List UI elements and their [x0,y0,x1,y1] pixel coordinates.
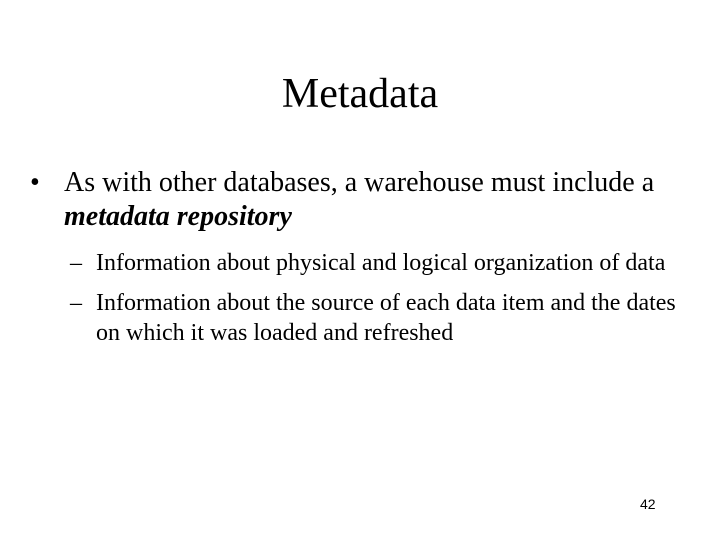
sub-bullet-text: Information about physical and logical organization of data [96,250,666,276]
bullet-text-plain: As with other databases, a warehouse must include a [64,167,655,198]
sub-bullet-item [70,288,690,348]
sub-bullet-item [70,248,690,278]
sub-bullet-list [70,248,690,358]
sub-bullet-marker: – [70,290,82,316]
sub-bullet-marker: – [70,250,82,276]
bullet-text-emphasis: metadata repository [64,201,292,232]
bullet-text [64,166,670,234]
bullet-marker: • [30,167,40,198]
page-number: 42 [640,496,656,512]
main-bullet [30,166,670,234]
sub-bullet-text: Information about the source of each data item and the dates on which it was loaded and refreshed [96,290,676,346]
slide-title: Metadata [281,71,439,117]
